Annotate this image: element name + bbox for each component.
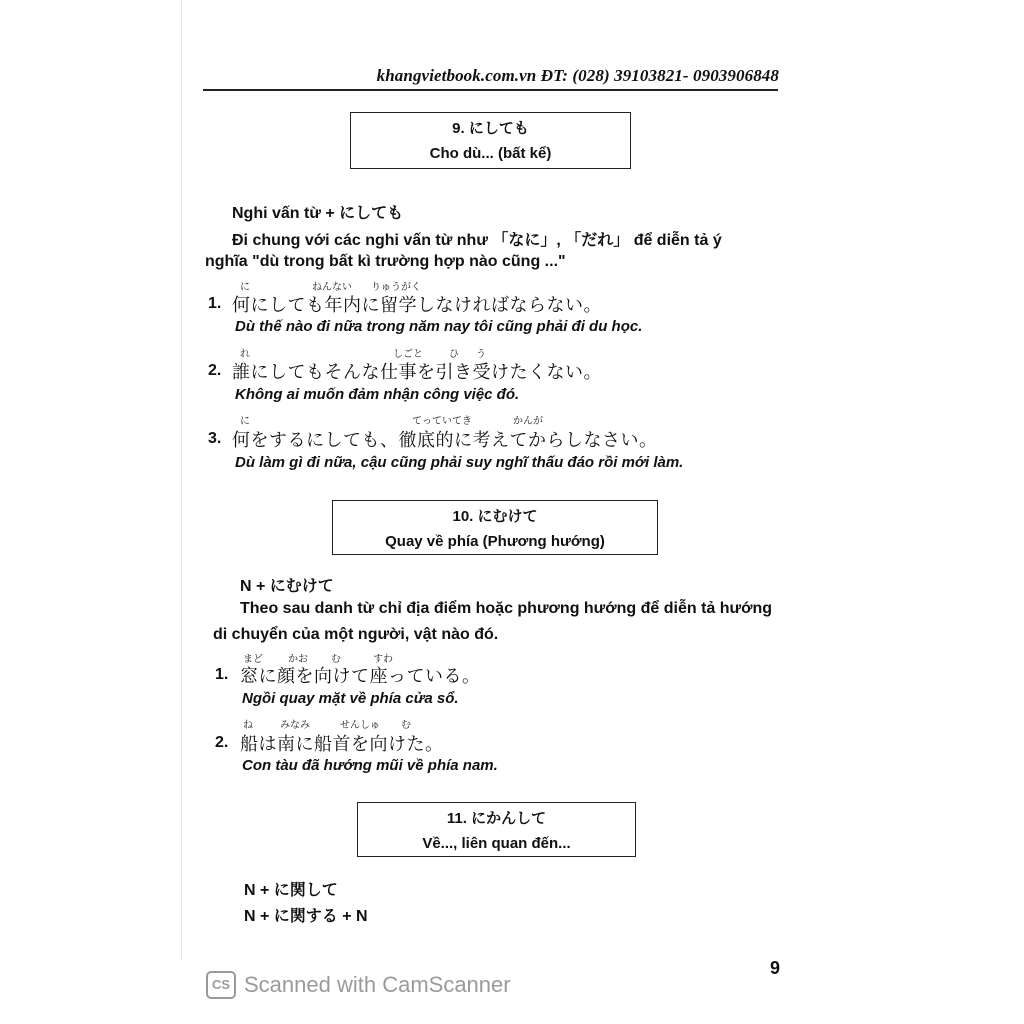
example-sentence: 何をするにしても、徹底的に考えてからしなさい。 bbox=[232, 430, 658, 451]
furigana: ひ bbox=[449, 349, 459, 360]
furigana: みなみ bbox=[280, 720, 310, 731]
furigana: う bbox=[476, 349, 486, 360]
section9-title-jp: 9. にしても bbox=[452, 120, 529, 137]
section10-title-vi: Quay về phía (Phương hướng) bbox=[385, 533, 605, 550]
example-number: 2. bbox=[215, 734, 229, 751]
camscanner-icon: CS bbox=[206, 971, 236, 999]
section9-title-box bbox=[350, 112, 631, 169]
section10-structure: N + にむけて bbox=[240, 578, 334, 595]
example-translation: Dù thế nào đi nữa trong năm nay tôi cũng phải đi du học. bbox=[235, 318, 643, 335]
example-sentence: 誰にしてもそんな仕事を引き受けたくない。 bbox=[232, 362, 602, 383]
furigana: りゅうがく bbox=[371, 282, 421, 293]
section9-desc-line2: nghĩa "dù trong bất kì trường hợp nào cũng ..." bbox=[205, 253, 566, 270]
furigana: せんしゅ bbox=[340, 720, 380, 731]
section9-structure: Nghi vấn từ + にしても bbox=[232, 205, 404, 222]
example-translation: Dù làm gì đi nữa, cậu cũng phải suy nghĩ thấu đáo rồi mới làm. bbox=[235, 454, 684, 471]
furigana: に bbox=[240, 282, 250, 293]
section10-desc-line2: di chuyển của một người, vật nào đó. bbox=[213, 626, 499, 643]
furigana: かんが bbox=[513, 416, 543, 427]
section11-structure-1: N + に関して bbox=[244, 882, 338, 899]
example-translation: Ngồi quay mặt về phía cửa sổ. bbox=[242, 690, 459, 707]
furigana: すわ bbox=[373, 654, 393, 665]
section10-title-box bbox=[332, 500, 658, 555]
section11-title-jp: 11. にかんして bbox=[446, 810, 547, 827]
section11-title-box bbox=[357, 802, 636, 857]
furigana: かお bbox=[288, 654, 308, 665]
section10-title-jp: 10. にむけて bbox=[452, 508, 538, 525]
example-translation: Không ai muốn đảm nhận công việc đó. bbox=[235, 386, 520, 403]
furigana: む bbox=[331, 654, 341, 665]
furigana: ねんない bbox=[312, 282, 352, 293]
furigana: しごと bbox=[393, 349, 423, 360]
furigana: れ bbox=[240, 349, 250, 360]
section10-desc-line1: Theo sau danh từ chỉ địa điểm hoặc phương hướng để diễn tả hướng bbox=[240, 600, 773, 617]
header-rule bbox=[203, 89, 778, 91]
page-edge bbox=[181, 0, 182, 960]
example-sentence: 船は南に船首を向けた。 bbox=[240, 734, 444, 755]
furigana: む bbox=[401, 720, 411, 731]
section9-title-vi: Cho dù... (bất kể) bbox=[429, 145, 552, 162]
example-number: 3. bbox=[208, 430, 222, 447]
example-sentence: 窓に顔を向けて座っている。 bbox=[240, 666, 481, 687]
page-number: 9 bbox=[770, 958, 781, 978]
furigana: てっていてき bbox=[412, 416, 472, 427]
example-sentence: 何にしても年内に留学しなければならない。 bbox=[232, 295, 602, 316]
header-contact: khangvietbook.com.vn ĐT: (028) 39103821- 0903906848 bbox=[376, 66, 779, 85]
section9-desc-line1: Đi chung với các nghi vấn từ như 「なに」, 「だれ」 để diễn tả ý bbox=[232, 232, 722, 249]
camscanner-watermark: Scanned with CamScanner bbox=[244, 972, 511, 997]
furigana: に bbox=[240, 416, 250, 427]
example-number: 1. bbox=[208, 295, 222, 312]
example-number: 1. bbox=[215, 666, 229, 683]
section11-title-vi: Về..., liên quan đến... bbox=[422, 835, 571, 852]
furigana: まど bbox=[243, 654, 263, 665]
section11-structure-2: N + に関する + N bbox=[244, 908, 368, 925]
example-number: 2. bbox=[208, 362, 222, 379]
example-translation: Con tàu đã hướng mũi về phía nam. bbox=[242, 757, 498, 774]
furigana: ね bbox=[243, 720, 253, 731]
